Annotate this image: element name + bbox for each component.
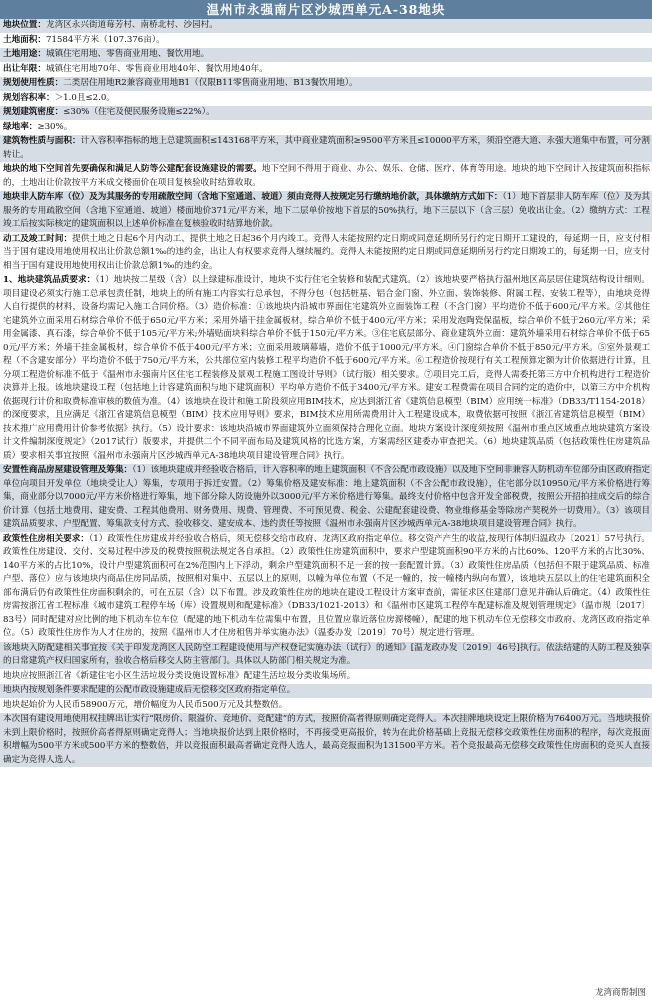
- info-row: [0, 464, 652, 533]
- row-text: （1）地下首层非人防车库（位）及为其服务的专用疏散空间（含地下室通道、坡道）楼面地价371元/平方米，地下二层单价按地下首层的50%执行，地下三层以下（含三层）免收出让金。（2）缴纳方式：工程竣工后按实际核定的建筑面积以上述单价标准在复核验收时结算地价款。: [3, 192, 650, 229]
- info-row: [0, 533, 652, 642]
- row-label: 地块的地下空间首先要确保和满足人防等公建配套设施建设的需要。: [3, 164, 262, 174]
- row-label: 土地面积：: [3, 34, 46, 45]
- row-label: 政策性住房相关要求：: [3, 533, 89, 544]
- row-text: ≤30%（住宅及便民服务设施≤22%）。: [63, 107, 215, 117]
- row-text: ＞1.0且≤2.0。: [54, 92, 115, 103]
- row-text: 地块应按照浙江省《新建住宅小区生活垃圾分类设施设置标准》配建生活垃圾分类收集场所。: [3, 670, 356, 681]
- info-row: [0, 106, 652, 121]
- row-text: 地下空间不得用于商业、办公、娱乐、仓储、医疗、体育等用途。地块的地下空间计入按建筑面积指标的，土地出让价款按平方米成交楼面价在项目复核验收时结算收取。: [3, 164, 650, 188]
- row-text: 城镇住宅用地、零售商业用地、餐饮用地。: [45, 49, 210, 59]
- info-row: [0, 77, 652, 92]
- row-text: 龙湾区永兴街道莓芳村、南桥北村、沙园村。: [45, 20, 218, 30]
- info-row: [0, 699, 652, 714]
- info-row: [0, 670, 652, 685]
- row-label: 出让年限：: [3, 63, 46, 74]
- row-label: 规划使用性质：: [3, 78, 64, 88]
- info-row: [0, 191, 652, 233]
- row-label: 规划容积率：: [3, 92, 55, 103]
- row-label: 建筑物性质与面积：: [3, 136, 81, 146]
- row-text: ≥30%。: [37, 121, 73, 132]
- row-text: 计入容积率指标的地上总建筑面积≤143168平方米，其中商业建筑面积≥9500平方米且≤10000平方米，须沿空港大道、永强大道集中布置，可分割转让。: [3, 136, 650, 160]
- page-title: 温州市永强南片区沙城西单元A-38地块: [0, 0, 652, 19]
- content-rows: [0, 19, 652, 768]
- row-text: 城镇住宅用地70年、零售商业用地40年、餐饮用地40年。: [45, 63, 268, 74]
- info-row: [0, 34, 652, 49]
- info-row: [0, 19, 652, 34]
- row-label: 安置性商品房屋建设管理及筹集：: [3, 465, 133, 475]
- row-label: 规划建筑密度：: [3, 107, 64, 117]
- row-label: 动工及竣工时间：: [3, 233, 73, 244]
- row-label: 1、地块建筑品质要求：: [3, 275, 96, 285]
- info-row: [0, 274, 652, 464]
- info-row: [0, 684, 652, 699]
- row-text: 地块起始价为人民币58900万元，增价幅度为人民币500万元及其整数倍。: [3, 699, 288, 710]
- row-text: （1）地块按二星级（含）以上绿建标准设计，地块不实行住宅全装修和装配式建筑。（2）该地块要严格执行温州地区高层居住建筑结构设计细则。项目建设必须实行施工总承包责任制，地块上的所有施工内容实行总承包，不得分包（包括桩基、铝合金门窗、外立面、装饰装修、附属工程、安装工程等），由地块竞得人自行提供的材料，设备均需记入施工合同价格。（3）造价标准：①该地块内沿城市界面住宅建筑外立面装饰工程（不含门窗）平均造价不低于600元/平方米。②其他住宅建筑外立面采用石材综合单价不低于650元/平方米；采用外墙干挂金属板材，综合单价不低于400元/平方米；采用发泡陶瓷保温板，综合单价不低于260元/平方米；采用金属漆、真石漆，综合单价不低于105元/平方米;外墙贴面块料综合单价不低于150元/平方米。③住宅底层部分、商业建筑外立面：建筑外墙采用石材综合单价不低于650元/平方米；外墙干挂金属板材，综合单价不低于400元/平方米；立面采用玻璃幕墙，造价不低于1000元/平方米。④门窗综合单价不低于850元/平方米。⑤室外景观工程（不含建安部分）平均造价不低于750元/平方米，公共部位室内装修工程平均造价不低于600元/平方米。⑥工程造价按现行有关工程预算定额为计价依据进行计算，且分项工程造价标准不低于《温州市永强南片区住宅工程装修及景观工程施工图设计导则》（试行版）相关要求。⑦项目完工后，竞得人需委托第三方中介机构进行工程造价决算并上报。该地块建设工程（包括地上计容建筑面积与地下建筑面积）平均单方造价不低于3400元/平方米。建安工程费需在项目合同约定的造价中，以第三方中介机构依据现行计价和取费标准审核的数值为准。（4）该地块在设计和施工阶段须应用BIM技术，应达到浙江省《建筑信息模型（BIM）应用统一标准》（DB33/T1154-2018）的深度要求，且应满足《浙江省建筑信息模型（BIM）技术应用导则》要求，BIM技术应用所需费用计入工程建设成本，取费依据可按照《浙江省建筑信息模型（BIM）技术推广应用费用计价参考依据》执行。（5）设计要求：该地块沿城市界面建筑外立面须保持合理化立面。地块方案设计深度须按照《温州市重点区域重点地块建筑方案设计文件编制深度规定》（2017试行）版要求，并提供二个不同平面布局及建筑风格的比选方案，方案需经区建委办审查把关。（6）地块建筑品质（包括政策性住房建筑品质）要求相关事宜按照《温州市永强南片区沙城西单元A-38地块项目建设管理合同》执行。: [3, 275, 651, 461]
- row-text: 71584平方米（107.376亩）。: [45, 34, 165, 45]
- row-text: 地块内按规划条件要求配建的公配市政设施建成后无偿移交区政府指定单位。: [3, 685, 296, 695]
- info-row: [0, 642, 652, 670]
- row-label: 绿地率：: [3, 121, 38, 132]
- info-row: [0, 92, 652, 107]
- info-row: [0, 135, 652, 163]
- info-row: [0, 713, 652, 768]
- info-row: [0, 163, 652, 191]
- info-row: [0, 63, 652, 78]
- row-label: 土地用途：: [3, 49, 46, 59]
- row-text: 该地块入防配建相关事宜按《关于印发龙湾区人民防空工程建设使用与产权登记实施办法（试行）的通知》[温龙政办发〔2019〕46号]执行。依法结建的人防工程及独享的日常建筑产权归国家所有，验收合格后移交人防主管部门。具体以人防部门相关规定为准。: [3, 642, 650, 666]
- info-row: [0, 233, 652, 275]
- row-text: 本次国有建设用地使用权挂牌出让实行“限房价、限溢价、竞地价、竞配建”的方式，按照价高者得原则确定竞得人。本次挂牌地块设定上限价格为76400万元。当地块报价未到上限价格时，按照价高者得原则确定竞得人；当地块报价达到上限价格时，不再接受更高报价，转为在此价格基础上竞报无偿移交政策性住房面积的程序，每次竞报面积增幅为500平方米或500平方米的整数倍，并以竞报面积最高者确定竞得人选人，最高竞报面积为131500平方米。若个竞报最高无偿移交政策性住房面积的竞买人直接确定为竞得人选人。: [3, 714, 650, 765]
- row-label: 地块位置：: [3, 20, 46, 30]
- row-text: 提供土地之日起6个月内动工、提供土地之日起36个月内竣工。竞得人未能按照约定日期或同意延期所另行约定日期开工建设的，每延期一日，应支付相当于国有建设用地使用权出让价款总额1‰的违约金，出让人有权要求竞得人继续履约。竞得人未能按照约定日期或同意延期所另行约定日期竣工的，每延期一日，应支付相当于国有建设用地使用权出让价款总额1‰的违约金。: [3, 233, 650, 271]
- row-text: （1）该地块建成并经验收合格后，计入容积率的地上建筑面积（不含公配市政设施）以及地下空间非兼容人防机动车位部分由区政府指定单位向项目开发单位（地块受让人）筹集，专项用于拆迁安置。（2）筹集价格及建安标准：地上建筑面积（不含公配市政设施），住宅部分以10950元/平方米价格进行筹集，商业部分以7000元/平方米价格进行筹集，地下部分除人防设施外以3000元/平方米价格进行筹集。最终支付价格中包含开发全部税费，按照公开招拍挂成交后的综合价计算（包括土地费用、建安费、工程其他费用、财务费用、规费、管理费、不可预见费、税金、公建配套建设费、物业维修基金等除房产契税外一切费用）。（3）该项目建筑品质要求、户型配置、筹集款支付方式、验收移交、建安成本、违约责任等按照《温州市永强南片区沙城西单元A-38地块项目建设管理合同》执行。: [3, 465, 650, 529]
- row-text: 二类居住用地R2兼容商业用地B1（仅限B11零售商业用地、B13餐饮用地）。: [63, 78, 358, 88]
- footer-credit: 龙湾商帮制图: [594, 988, 646, 998]
- info-row: [0, 48, 652, 63]
- row-label: 地块非人防车库（位）及为其服务的专用疏散空间（含地下室通道、坡道）须由竞得人按规定另行缴纳地价款，具体缴纳方式如下：: [3, 192, 503, 202]
- info-row: [0, 121, 652, 136]
- row-text: （1）政策性住房建成并经验收合格后，须无偿移交给市政府、龙湾区政府指定单位。移交资产产生的收益,按现行体制归温政办〔2021〕57号执行。政策性住房建设、交付、交易过程中涉及的税费按照税法规定各自承担。（2）政策性住房建筑面积中，要求户型建筑面积90平方米的占比60%、120平方米的占比30%、140平方米的占比10%，设计户型建筑面积可在2%范围内上下浮动，剩余户型建筑面积不足一套的按一套配置计算。（3）政策性住房品质（包括但不限于建筑品质、标准户型、落位）应与该地块内商品住房同品质，按照相对集中、五层以上的原则，以幢为单位布置（不足一幢的，按一幢楼内纵向布置），该地块五层以上的住宅建筑面积全部布满后仍有政策性住房面积剩余的，可在五层（含）以下布置。涉及政策性住房的地块在建设工程设计方案审查前，需征求区住建部门意见并确认后确定。（4）政策性住房需按浙江省工程标准《城市建筑工程停车场（库）设置规则和配建标准》（DB33/1021-2013）和《温州市区建筑工程停车配建标准及规划管理规定》（温市规〔2017〕83号）同时配建对应比例的地下机动车位车位（配建的地下机动车位需集中布置，且位置应靠近落位房源楼幢），配建的地下机动车位无偿移交市政府、龙湾区政府指定单位。（5）政策性住房作为人才住房的，按照《温州市人才住房租售并举实施办法》（温委办发〔2019〕70号）规定进行管理。: [3, 533, 650, 638]
